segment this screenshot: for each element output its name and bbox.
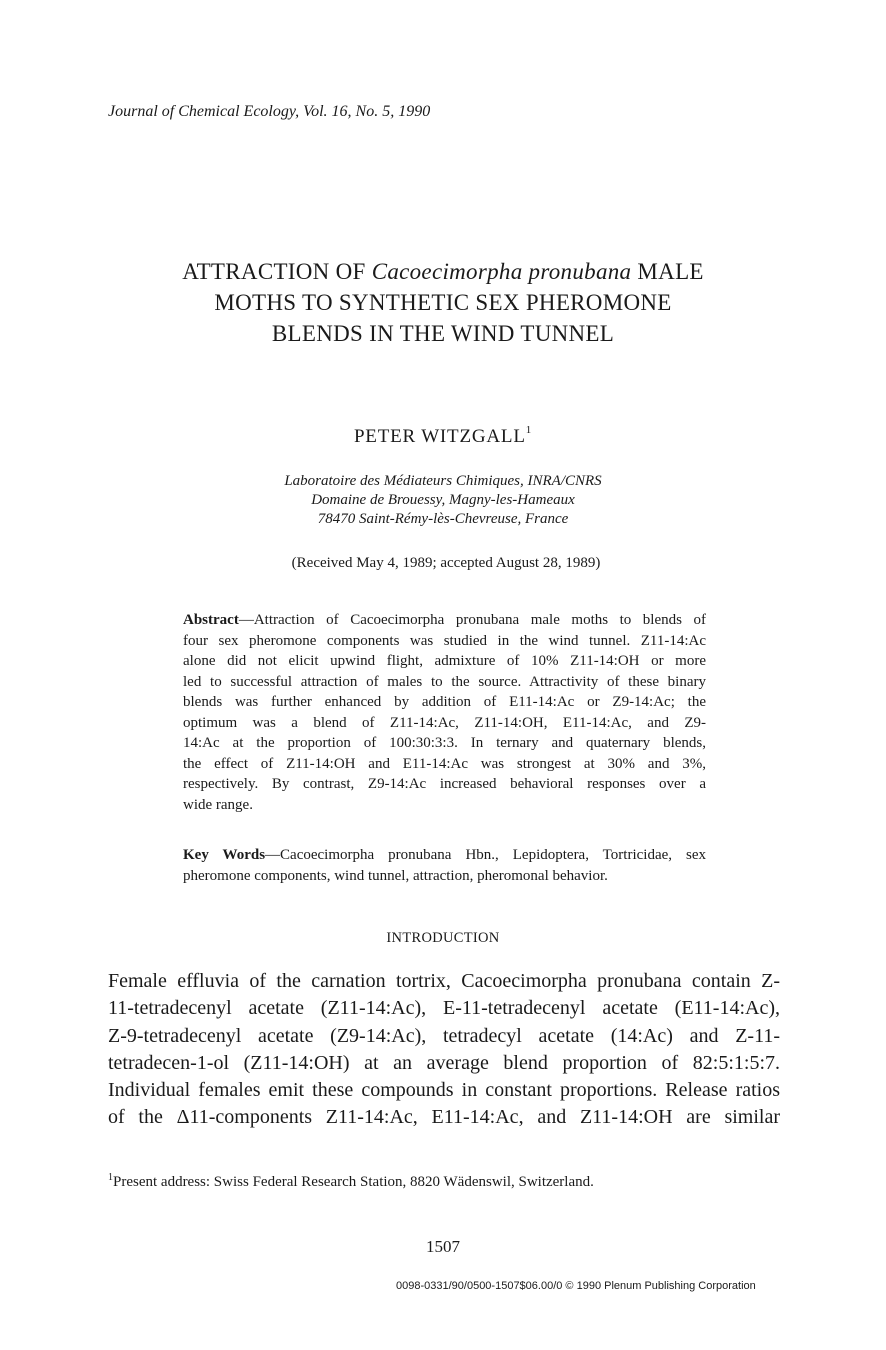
affiliation: Laboratoire des Médiateurs Chimiques, INRA/CNRS Domaine de Brouessy, Magny-les-Hameaux 78470 Saint-Rémy-lès-Chevreuse, France xyxy=(284,473,602,527)
journal-citation: Journal of Chemical Ecology, Vol. 16, No. 5, 1990 xyxy=(108,103,431,120)
section-heading: INTRODUCTION xyxy=(386,930,500,946)
page-number: 1507 xyxy=(426,1237,460,1256)
body-text: Female effluvia of the carnation tortrix, Cacoecimorpha pronubana contain Z- 11-tetradecenyl acetate (Z11-14:Ac), E-11-tetradecenyl acetate (E11-14:Ac), Z-9-tetradecenyl acetate (Z9-14:Ac), tetradecyl acetate (14:Ac) and Z-11- tetradecen-1-ol (Z11-14:OH) at an average blend proportion of 82:5:1:5:7. Individual females emit these compounds in constant proportions. Release ratios of the Δ11-components Z11-14:Ac, E11-14:Ac, and Z11-14:OH are similar xyxy=(108,970,780,1129)
received-dates: (Received May 4, 1989; accepted August 28, 1989) xyxy=(291,555,601,571)
title-line-3: BLENDS IN THE WIND TUNNEL xyxy=(271,321,615,346)
abstract: Abstract—Attraction of Cacoecimorpha pronubana male moths to blends of four sex pheromone components was studied in the wind tunnel. Z11-14:Ac alone did not elicit upwind flight, admixture of 10% Z11-14:OH or more led to successful attraction of males to the source. Attractivity of these binary blends was further enhanced by addition of E11-14:Ac or Z9-14:Ac; the optimum was a blend of Z11-14:Ac, Z11-14:OH, E11-14:Ac, and Z9- 14:Ac at the proportion of 100:30:3:3. In ternary and quaternary blends, the effect of Z11-14:OH and E11-14:Ac was strongest at 30% and 3%, respectively. By contrast, Z9-14:Ac increased behavioral responses over a wide range. xyxy=(183,612,706,813)
author-name: PETER WITZGALL$^1$ xyxy=(353,424,533,447)
author-footnote-mark: 1 xyxy=(525,424,533,436)
key-words-label: Key Words xyxy=(183,847,266,863)
title-line-2: MOTHS TO SYNTHETIC SEX PHEROMONE xyxy=(214,290,672,315)
footnote: $^1$Present address: Swiss Federal Research Station, 8820 Wädenswil, Switzerland. xyxy=(108,1172,594,1190)
copyright-line: 0098-0331/90/0500-1507$06.00/0 © 1990 Plenum Publishing Corporation xyxy=(396,1280,756,1292)
title-line-1: ATTRACTION OF Cacoecimorpha pronubana MALE xyxy=(182,259,704,284)
paper-title xyxy=(100,256,786,349)
abstract-label: Abstract xyxy=(183,612,239,628)
key-words: Key Words—Cacoecimorpha pronubana Hbn., Lepidoptera, Tortricidae, sex pheromone components, wind tunnel, attraction, pheromonal behavior. xyxy=(183,847,706,884)
